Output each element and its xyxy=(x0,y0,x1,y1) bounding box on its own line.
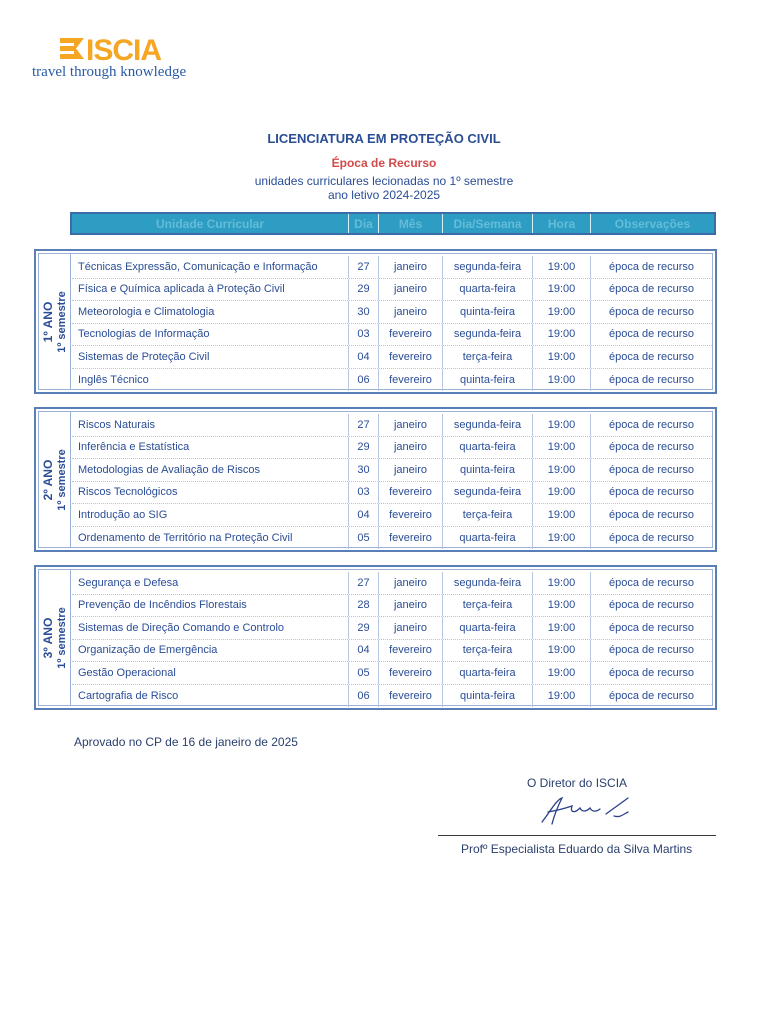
table-row xyxy=(72,640,712,663)
table-row xyxy=(72,504,712,527)
cell-hora: 19:00 xyxy=(533,595,591,617)
cell-unidade: Ordenamento de Território na Proteção Civil xyxy=(72,527,349,550)
cell-dia: 27 xyxy=(349,572,379,594)
col-header-dia: Dia xyxy=(349,214,379,233)
cell-hora: 19:00 xyxy=(533,301,591,323)
table-row xyxy=(72,662,712,685)
cell-hora: 19:00 xyxy=(533,482,591,504)
cell-unidade: Organização de Emergência xyxy=(72,640,349,662)
table-row xyxy=(72,279,712,302)
year-label-year: 1º ANO xyxy=(40,301,55,342)
cell-observacoes: época de recurso xyxy=(609,305,694,318)
cell-dia-semana: terça-feira xyxy=(443,504,533,526)
table-row xyxy=(72,437,712,460)
cell-observacoes: época de recurso xyxy=(609,599,694,612)
cell-dia-semana: segunda-feira xyxy=(443,324,533,346)
cell-dia: 04 xyxy=(349,640,379,662)
cell-observacoes: época de recurso xyxy=(609,373,694,386)
cell-hora: 19:00 xyxy=(533,685,591,708)
cell-dia: 28 xyxy=(349,595,379,617)
cell-observacoes: época de recurso xyxy=(609,486,694,499)
cell-dia: 05 xyxy=(349,527,379,550)
cell-dia: 04 xyxy=(349,504,379,526)
cell-mes: fevereiro xyxy=(379,482,443,504)
year-label-semester: 1º semestre xyxy=(55,290,68,353)
cell-observacoes: época de recurso xyxy=(609,350,694,363)
cell-unidade: Introdução ao SIG xyxy=(72,504,349,526)
semester-description: unidades curriculares lecionadas no 1º semestre xyxy=(254,174,514,188)
cell-unidade: Técnicas Expressão, Comunicação e Informação xyxy=(72,256,349,278)
cell-unidade: Prevenção de Incêndios Florestais xyxy=(72,595,349,617)
logo-k-icon xyxy=(60,34,86,62)
cell-unidade: Inglês Técnico xyxy=(72,369,349,392)
cell-dia-semana: terça-feira xyxy=(443,346,533,368)
cell-observacoes: época de recurso xyxy=(609,644,694,657)
cell-mes: janeiro xyxy=(379,595,443,617)
cell-dia-semana: terça-feira xyxy=(443,595,533,617)
cell-unidade: Tecnologias de Informação xyxy=(72,324,349,346)
cell-dia-semana: quinta-feira xyxy=(443,459,533,481)
logo-tagline: travel through knowledge xyxy=(32,64,187,80)
cell-hora: 19:00 xyxy=(533,662,591,684)
table-column-header xyxy=(70,212,716,235)
year-block xyxy=(34,407,717,552)
cell-mes: fevereiro xyxy=(379,685,443,708)
cell-hora: 19:00 xyxy=(533,346,591,368)
iscia-logo xyxy=(32,34,232,84)
cell-mes: janeiro xyxy=(379,572,443,594)
director-title: O Diretor do ISCIA xyxy=(527,776,628,790)
cell-dia-semana: quinta-feira xyxy=(443,685,533,708)
year-block-inner xyxy=(38,411,713,548)
cell-hora: 19:00 xyxy=(533,279,591,301)
cell-dia-semana: terça-feira xyxy=(443,640,533,662)
cell-observacoes: época de recurso xyxy=(609,621,694,634)
logo-wordmark xyxy=(60,34,161,68)
year-label-column xyxy=(39,570,71,705)
cell-mes: janeiro xyxy=(379,256,443,278)
cell-dia-semana: quinta-feira xyxy=(443,369,533,392)
cell-unidade: Riscos Tecnológicos xyxy=(72,482,349,504)
cell-observacoes: época de recurso xyxy=(609,283,694,296)
cell-dia: 03 xyxy=(349,482,379,504)
cell-dia: 06 xyxy=(349,685,379,708)
cell-observacoes: época de recurso xyxy=(609,328,694,341)
cell-dia-semana: quarta-feira xyxy=(443,437,533,459)
cell-unidade: Riscos Naturais xyxy=(72,414,349,436)
cell-hora: 19:00 xyxy=(533,527,591,550)
year-label xyxy=(41,607,69,669)
table-row xyxy=(72,595,712,618)
cell-dia: 04 xyxy=(349,346,379,368)
cell-dia: 30 xyxy=(349,459,379,481)
table-row xyxy=(72,301,712,324)
cell-hora: 19:00 xyxy=(533,369,591,392)
cell-dia-semana: quarta-feira xyxy=(443,662,533,684)
year-block xyxy=(34,565,717,710)
cell-observacoes: época de recurso xyxy=(609,463,694,476)
cell-mes: fevereiro xyxy=(379,504,443,526)
approval-note: Aprovado no CP de 16 de janeiro de 2025 xyxy=(74,735,298,749)
cell-dia-semana: quarta-feira xyxy=(443,617,533,639)
table-row xyxy=(72,572,712,595)
cell-hora: 19:00 xyxy=(533,414,591,436)
cell-unidade: Física e Química aplicada à Proteção Civil xyxy=(72,279,349,301)
cell-dia-semana: segunda-feira xyxy=(443,572,533,594)
cell-dia-semana: segunda-feira xyxy=(443,256,533,278)
table-row xyxy=(72,256,712,279)
cell-dia-semana: quarta-feira xyxy=(443,279,533,301)
col-header-obs: Observações xyxy=(614,216,691,231)
cell-dia-semana: quarta-feira xyxy=(443,527,533,550)
year-label-year: 3º ANO xyxy=(40,617,55,658)
table-row xyxy=(72,369,712,392)
cell-dia: 27 xyxy=(349,256,379,278)
table-row xyxy=(72,482,712,505)
signer-name: Profº Especialista Eduardo da Silva Martins xyxy=(461,842,693,856)
col-header-hora: Hora xyxy=(533,214,591,233)
cell-mes: fevereiro xyxy=(379,527,443,550)
cell-mes: fevereiro xyxy=(379,640,443,662)
year-label xyxy=(41,449,69,511)
table-row xyxy=(72,414,712,437)
cell-unidade: Meteorologia e Climatologia xyxy=(72,301,349,323)
cell-hora: 19:00 xyxy=(533,640,591,662)
cell-unidade: Sistemas de Proteção Civil xyxy=(72,346,349,368)
cell-dia: 29 xyxy=(349,279,379,301)
table-row xyxy=(72,346,712,369)
cell-hora: 19:00 xyxy=(533,324,591,346)
cell-observacoes: época de recurso xyxy=(609,576,694,589)
signature-line xyxy=(438,835,716,836)
cell-dia: 29 xyxy=(349,617,379,639)
cell-unidade: Gestão Operacional xyxy=(72,662,349,684)
cell-mes: fevereiro xyxy=(379,662,443,684)
col-header-uc: Unidade Curricular xyxy=(72,214,349,233)
cell-hora: 19:00 xyxy=(533,459,591,481)
logo-brand-text: ISCIA xyxy=(86,34,162,67)
cell-mes: janeiro xyxy=(379,279,443,301)
cell-mes: fevereiro xyxy=(379,346,443,368)
cell-dia: 29 xyxy=(349,437,379,459)
cell-dia-semana: segunda-feira xyxy=(443,482,533,504)
cell-dia: 27 xyxy=(349,414,379,436)
table-row xyxy=(72,459,712,482)
year-block-inner xyxy=(38,253,713,390)
year-label-year: 2º ANO xyxy=(40,459,55,500)
cell-dia-semana: segunda-feira xyxy=(443,414,533,436)
table-row xyxy=(72,685,712,708)
cell-unidade: Cartografia de Risco xyxy=(72,685,349,708)
cell-mes: janeiro xyxy=(379,617,443,639)
cell-mes: janeiro xyxy=(379,301,443,323)
cell-dia-semana: quinta-feira xyxy=(443,301,533,323)
cell-hora: 19:00 xyxy=(533,572,591,594)
cell-observacoes: época de recurso xyxy=(609,260,694,273)
cell-unidade: Sistemas de Direção Comando e Controlo xyxy=(72,617,349,639)
year-label-semester: 1º semestre xyxy=(55,448,68,511)
cell-observacoes: época de recurso xyxy=(609,689,694,702)
year-label-column xyxy=(39,254,71,389)
academic-year: ano letivo 2024-2025 xyxy=(327,188,441,202)
cell-mes: janeiro xyxy=(379,437,443,459)
cell-unidade: Inferência e Estatística xyxy=(72,437,349,459)
table-row xyxy=(72,527,712,550)
document-subtitle: Época de Recurso xyxy=(331,156,437,170)
cell-unidade: Metodologias de Avaliação de Riscos xyxy=(72,459,349,481)
cell-dia: 30 xyxy=(349,301,379,323)
signature-image xyxy=(536,792,636,828)
col-header-semana: Dia/Semana xyxy=(443,214,533,233)
cell-hora: 19:00 xyxy=(533,437,591,459)
table-row xyxy=(72,617,712,640)
col-header-mes: Mês xyxy=(379,214,443,233)
year-block xyxy=(34,249,717,394)
document-title: LICENCIATURA EM PROTEÇÃO CIVIL xyxy=(267,131,501,146)
year-label-semester: 1º semestre xyxy=(55,606,68,669)
cell-hora: 19:00 xyxy=(533,504,591,526)
cell-hora: 19:00 xyxy=(533,256,591,278)
cell-observacoes: época de recurso xyxy=(609,508,694,521)
year-label-column xyxy=(39,412,71,547)
cell-mes: fevereiro xyxy=(379,324,443,346)
cell-observacoes: época de recurso xyxy=(609,531,694,544)
cell-mes: janeiro xyxy=(379,414,443,436)
cell-observacoes: época de recurso xyxy=(609,666,694,679)
cell-observacoes: época de recurso xyxy=(609,418,694,431)
cell-mes: fevereiro xyxy=(379,369,443,392)
cell-mes: janeiro xyxy=(379,459,443,481)
cell-dia: 05 xyxy=(349,662,379,684)
cell-hora: 19:00 xyxy=(533,617,591,639)
cell-dia: 03 xyxy=(349,324,379,346)
cell-observacoes: época de recurso xyxy=(609,441,694,454)
table-row xyxy=(72,324,712,347)
cell-unidade: Segurança e Defesa xyxy=(72,572,349,594)
year-block-inner xyxy=(38,569,713,706)
year-label xyxy=(41,291,69,353)
cell-dia: 06 xyxy=(349,369,379,392)
